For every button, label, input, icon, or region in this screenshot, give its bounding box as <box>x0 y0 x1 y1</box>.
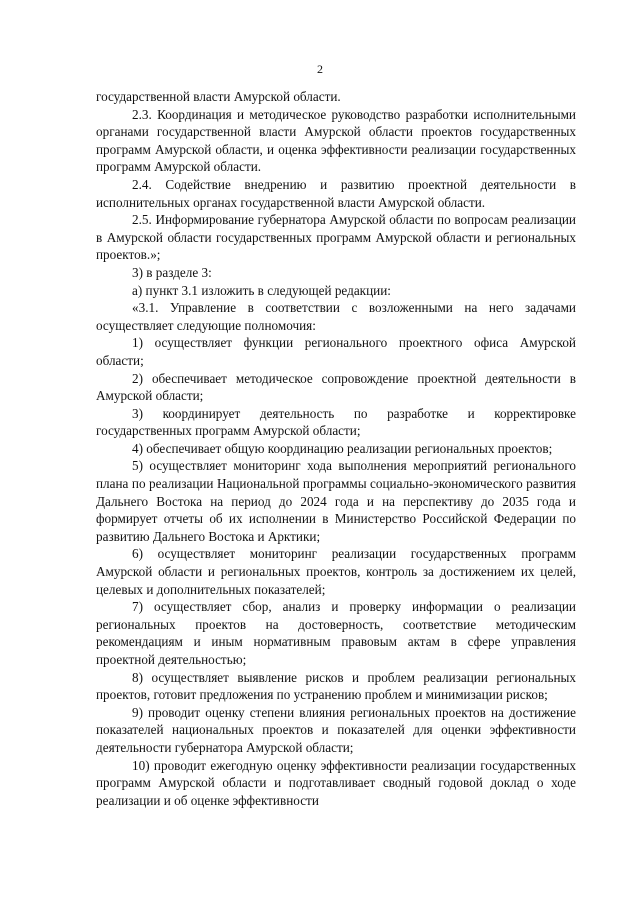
paragraph: 1) осуществляет функции регионального проектного офиса Амурской области; <box>96 335 576 368</box>
document-body <box>96 88 576 809</box>
paragraph: а) пункт 3.1 изложить в следующей редакции: <box>132 282 391 298</box>
paragraph: 9) проводит оценку степени влияния региональных проектов на достижение показателей национальных проектов и показателей для оценки эффективности деятельности губернатора Амурской области; <box>96 704 576 755</box>
paragraph: 5) осуществляет мониторинг хода выполнения мероприятий регионального плана по реализации Национальной программы социально-экономического развития Дальнего Востока на период до 2024 года и на перспективу до 2035 года и формирует отчеты об их исполнении в Министерство Российской Федерации по развитию Дальнего Востока и Арктики; <box>96 458 576 544</box>
paragraph: 7) осуществляет сбор, анализ и проверку информации о реализации региональных проектов на достоверность, соответствие методическим рекомендациям и иным нормативным правовым актам в сфере управления проектной деятельностью; <box>96 599 576 667</box>
paragraph: государственной власти Амурской области. <box>96 89 341 104</box>
paragraph: 10) проводит ежегодную оценку эффективности реализации государственных программ Амурской области и подготавливает сводный годовой доклад о ходе реализации и об оценке эффективности <box>96 757 576 808</box>
paragraph: 3) в разделе 3: <box>132 264 212 280</box>
paragraph: 2.4. Содействие внедрению и развитию проектной деятельности в исполнительных органах государственной власти Амурской области. <box>96 176 576 210</box>
paragraph: «3.1. Управление в соответствии с возложенными на него задачами осуществляет следующие полномочия: <box>96 300 576 333</box>
paragraph: 3) координирует деятельность по разработке и корректировке государственных программ Амурской области; <box>96 405 576 439</box>
paragraph: 4) обеспечивает общую координацию реализации региональных проектов; <box>132 440 553 456</box>
paragraph: 2) обеспечивает методическое сопровождение проектной деятельности в Амурской области; <box>96 370 576 404</box>
page-number: 2 <box>317 62 323 76</box>
paragraph: 6) осуществляет мониторинг реализации государственных программ Амурской области и региональных проектов, контроль за достижением их целей, целевых и дополнительных показателей; <box>96 546 576 597</box>
paragraph: 2.3. Координация и методическое руководство разработки исполнительными органами государственной власти Амурской области проектов государственных программ Амурской области, и оценка эффективности реализации государственных программ Амурской области. <box>96 106 576 175</box>
paragraph: 8) осуществляет выявление рисков и проблем реализации региональных проектов, готовит предложения по устранению проблем и минимизации рисков; <box>96 669 576 703</box>
paragraph: 2.5. Информирование губернатора Амурской области по вопросам реализации в Амурской области государственных программ Амурской области и региональных проектов.»; <box>96 212 576 263</box>
